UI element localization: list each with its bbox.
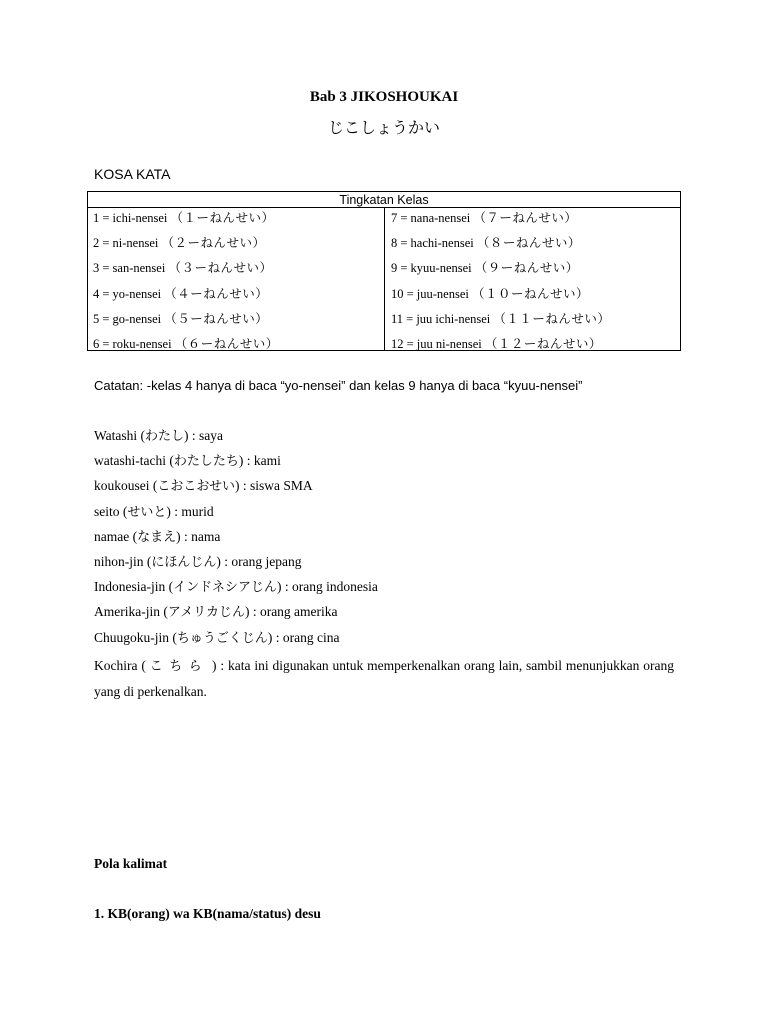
vocab-kana: わたし (145, 429, 185, 444)
vocab-meaning: ) : murid (166, 503, 214, 519)
vocabulary-item (94, 476, 674, 501)
cell-latin: 8 = hachi-nensei (391, 236, 477, 251)
vocab-meaning: ) : orang indonesia (276, 579, 378, 595)
cell-kana: （９ーねんせい） (474, 260, 579, 276)
table-cell (93, 258, 279, 283)
cell-kana: （２ーねんせい） (161, 235, 266, 251)
vocab-meaning: ) : orang amerika (244, 604, 338, 620)
vocab-word: Chuugoku-jin ( (94, 629, 177, 645)
vocab-word: Indonesia-jin ( (94, 579, 174, 595)
cell-kana: （６ーねんせい） (174, 335, 279, 351)
cell-latin: 2 = ni-nensei (93, 236, 162, 251)
table-left-column (93, 208, 279, 359)
table-cell (391, 334, 610, 359)
vocab-kana: アメリカじん (167, 605, 245, 621)
cell-kana: （１２ーねんせい） (484, 335, 602, 351)
chapter-title: Bab 3 JIKOSHOUKAI (309, 89, 459, 105)
table-column-divider (384, 208, 385, 351)
table-right-column (391, 208, 610, 359)
vocabulary-item (94, 527, 674, 552)
vocab-meaning: ) : kami (238, 453, 281, 469)
cell-latin: 11 = juu ichi-nensei (391, 311, 494, 326)
vocabulary-item-kochira (94, 653, 674, 704)
table-cell (93, 208, 279, 233)
note-text: Catatan: -kelas 4 hanya di baca “yo-nensei” dan kelas 9 hanya di baca “kyuu-nensei” (94, 378, 583, 393)
cell-latin: 9 = kyuu-nensei (391, 261, 475, 276)
vocab-meaning: ) : siswa SMA (235, 478, 313, 494)
cell-kana: （１ーねんせい） (170, 210, 275, 225)
vocab-meaning: ) : orang jepang (216, 553, 302, 569)
table-cell (391, 233, 610, 258)
vocab-kana: にほんじん (151, 554, 217, 570)
cell-latin: 6 = roku-nensei (93, 336, 175, 351)
table-cell (391, 309, 610, 334)
vocab-kana: インドネシアじん (173, 580, 277, 596)
vocab-meaning: ) : nama (176, 528, 221, 544)
vocab-meaning: ) : kata ini digunakan untuk memperkenalkan orang lain, sambil menunjukkan orang yang di perkenalkan. (94, 657, 674, 699)
vocab-kana: こおこおせい (157, 479, 235, 495)
cell-kana: （７ーねんせい） (473, 210, 578, 225)
vocab-kana: なまえ (137, 529, 177, 545)
cell-kana: （１０ーねんせい） (472, 285, 590, 301)
cell-kana: （４ーねんせい） (164, 285, 269, 301)
table-cell (391, 258, 610, 283)
table-cell (93, 334, 279, 359)
chapter-title-kana: じこしょうかい (327, 118, 440, 137)
pola-kalimat-heading: Pola kalimat (94, 856, 168, 871)
class-level-table (87, 191, 681, 351)
vocab-word: Kochira ( (94, 657, 150, 673)
cell-latin: 4 = yo-nensei (93, 286, 165, 301)
table-cell (391, 284, 610, 309)
vocab-kana: こちら (149, 658, 209, 674)
cell-latin: 5 = go-nensei (93, 311, 165, 326)
vocab-kana: せいと (127, 504, 167, 520)
table-header: Tingkatan Kelas (88, 192, 680, 208)
vocab-word: seito ( (94, 503, 128, 519)
vocabulary-list (94, 426, 674, 704)
vocabulary-item (94, 502, 674, 527)
vocab-word: namae ( (94, 528, 138, 544)
cell-latin: 12 = juu ni-nensei (391, 336, 485, 351)
cell-latin: 3 = san-nensei (93, 261, 169, 276)
section-heading-kosa-kata: KOSA KATA (94, 166, 171, 182)
vocabulary-item (94, 628, 674, 653)
cell-latin: 7 = nana-nensei (391, 211, 474, 225)
cell-latin: 1 = ichi-nensei (93, 211, 171, 225)
vocab-kana: わたしたち (173, 454, 239, 470)
table-cell (93, 309, 279, 334)
vocab-word: Watashi ( (94, 428, 146, 443)
vocabulary-item (94, 426, 674, 451)
table-cell (391, 208, 610, 233)
vocab-meaning: ) : saya (184, 428, 224, 443)
vocabulary-item (94, 577, 674, 602)
vocab-word: nihon-jin ( (94, 553, 152, 569)
vocab-word: watashi-tachi ( (94, 453, 174, 469)
vocab-word: koukousei ( (94, 478, 158, 494)
vocabulary-item (94, 552, 674, 577)
vocab-meaning: ) : orang cina (267, 629, 340, 645)
cell-kana: （５ーねんせい） (164, 310, 269, 326)
vocabulary-item (94, 451, 674, 476)
table-cell (93, 233, 279, 258)
cell-kana: （３ーねんせい） (168, 260, 273, 276)
cell-kana: （１１ーねんせい） (493, 310, 611, 326)
pola-kalimat-item-1: 1. KB(orang) wa KB(nama/status) desu (94, 906, 321, 921)
vocabulary-item (94, 602, 674, 627)
cell-latin: 10 = juu-nensei (391, 286, 472, 301)
vocab-kana: ちゅうごくじん (176, 630, 268, 646)
table-cell (93, 284, 279, 309)
vocab-word: Amerika-jin ( (94, 604, 168, 620)
cell-kana: （８ーねんせい） (476, 235, 581, 251)
